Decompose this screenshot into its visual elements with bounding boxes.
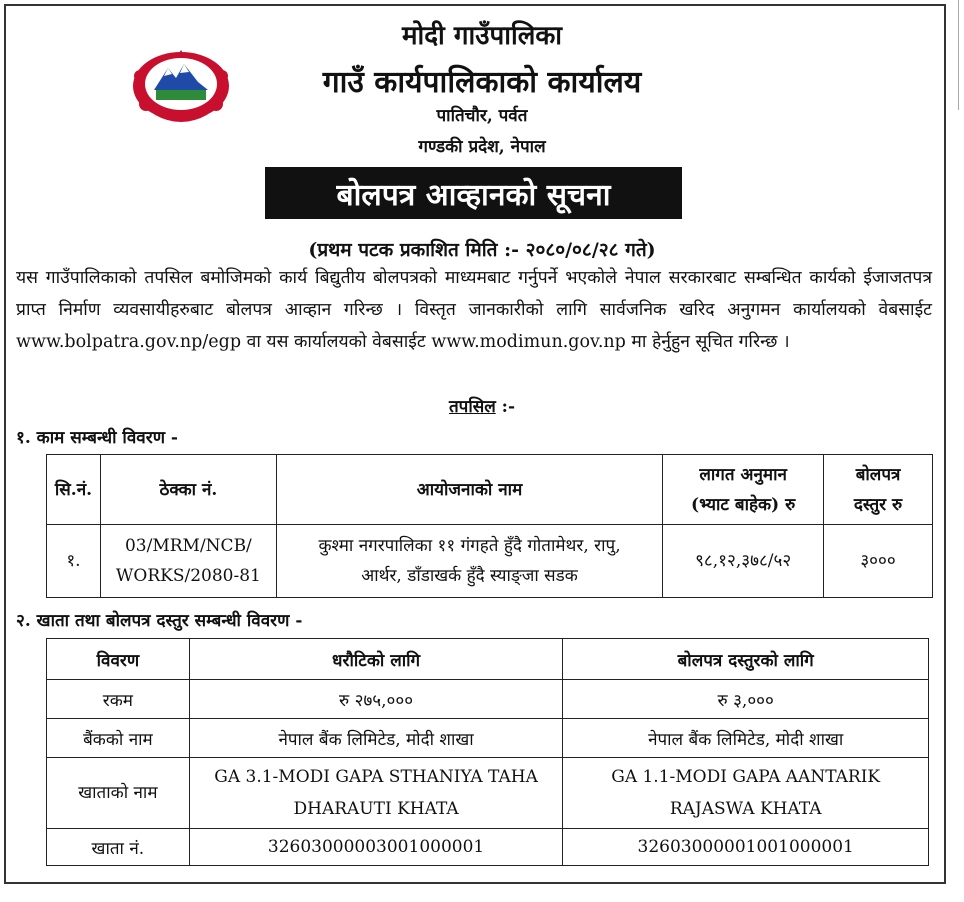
- section2-title: २. खाता तथा बोलपत्र दस्तुर सम्बन्धी विवरण -: [16, 611, 303, 631]
- deposit-value: 32603000003001000001: [189, 829, 563, 866]
- tapsil-label: तपसिल: [448, 397, 496, 417]
- table-row: [47, 525, 933, 598]
- header-project: आयोजनाको नाम: [276, 455, 662, 525]
- cell-sn: १.: [47, 525, 101, 598]
- header-desc: विवरण: [47, 639, 190, 680]
- table-row: [47, 719, 929, 758]
- office-name: गाउँ कार्यपालिकाको कार्यालय: [322, 65, 642, 100]
- intro-paragraph: यस गाउँपालिकाको तपसिल बमोजिमको कार्य बिद्युतीय बोलपत्रको माध्यमबाट गर्नुपर्ने भएकोले नेपाल सरकारबाट सम्बन्धित कार्यको ईजाजतपत्र प्राप्त निर्माण व्यवसायीहरुबाट बोलपत्र आव्हान गरिन्छ । विस्तृत जानकारीको लागि सार्वजनिक खरिद अनुगमन कार्यालयको वेबसाईट www.bolpatra.gov.np/egp वा यस कार्यालयको वेबसाईट www.modimun.gov.np मा हेर्नुहुन सूचित गरिन्छ ।: [16, 268, 932, 352]
- header-fee: [824, 455, 933, 525]
- table-header-row: [47, 455, 933, 525]
- table-row: [47, 758, 929, 829]
- cell-fee: ३०००: [824, 525, 933, 598]
- deposit-line1: GA 3.1-MODI GAPA STHANIYA TAHA: [214, 767, 538, 787]
- header-cost-line1: लागत अनुमान: [699, 464, 787, 485]
- header-deposit: धरौटिको लागि: [189, 639, 563, 680]
- tapsil-heading: [0, 394, 964, 417]
- cell-cost: ९८,१२,३७८/५२: [663, 525, 824, 598]
- row-label: खाता नं.: [47, 829, 190, 866]
- section1-title: १. काम सम्बन्धी विवरण -: [16, 428, 178, 448]
- row-label: बैंकको नाम: [47, 719, 190, 758]
- publish-date: (प्रथम पटक प्रकाशित मिति :- २०८०/०८/२८ गते): [308, 239, 656, 261]
- header-contract: ठेक्का नं.: [100, 455, 276, 525]
- fee-line2: RAJASWA KHATA: [669, 799, 822, 819]
- account-details-table: [46, 638, 929, 866]
- fee-value: [563, 758, 929, 829]
- fee-line1: GA 1.1-MODI GAPA AANTARIK: [611, 767, 881, 787]
- table-row: [47, 680, 929, 719]
- contract-line2: WORKS/2080-81: [115, 566, 261, 586]
- header-cost: [663, 455, 824, 525]
- deposit-value: रु २७५,०००: [189, 680, 563, 719]
- project-line2: आर्थर, डाँडाखर्क हुँदै स्याङ्जा सडक: [361, 566, 578, 586]
- row-label: रकम: [47, 680, 190, 719]
- project-line1: कुश्मा नगरपालिका ११ गंगहते हुँदै गोतामेथर, रापु,: [318, 536, 621, 556]
- deposit-value: नेपाल बैंक लिमिटेड, मोदी शाखा: [189, 719, 563, 758]
- header-sn: सि.नं.: [47, 455, 101, 525]
- header-fee-account: बोलपत्र दस्तुरको लागि: [563, 639, 929, 680]
- table-row: [47, 829, 929, 866]
- fee-value: नेपाल बैंक लिमिटेड, मोदी शाखा: [563, 719, 929, 758]
- deposit-line2: DHARAUTI KHATA: [293, 799, 459, 819]
- header-fee-line1: बोलपत्र: [855, 464, 901, 485]
- cell-project: [276, 525, 662, 598]
- row-label: खाताको नाम: [47, 758, 190, 829]
- fee-value: रु ३,०००: [563, 680, 929, 719]
- header-cost-line2: (भ्याट बाहेक) रु: [691, 494, 796, 515]
- cell-contract: [100, 525, 276, 598]
- table-header-row: [47, 639, 929, 680]
- fee-value: 32603000001001000001: [563, 829, 929, 866]
- work-details-table: [46, 454, 933, 598]
- deposit-value: [189, 758, 563, 829]
- contract-line1: 03/MRM/NCB/: [124, 536, 252, 556]
- office-location: पातिचौर, पर्वत: [436, 106, 528, 126]
- tapsil-suffix: :-: [495, 397, 516, 417]
- municipality-name: मोदी गाउँपालिका: [401, 21, 563, 51]
- header-fee-line2: दस्तुर रु: [853, 494, 903, 515]
- notice-title-banner: बोलपत्र आव्हानको सूचना: [265, 167, 682, 219]
- office-province: गण्डकी प्रदेश, नेपाल: [418, 137, 546, 157]
